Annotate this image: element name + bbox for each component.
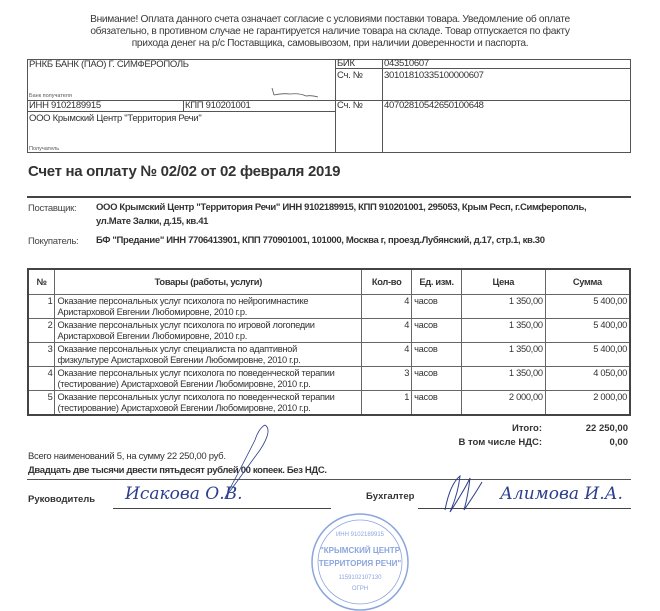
director-signature: Исакова О.В. <box>125 484 243 504</box>
row-number: 2 <box>28 319 55 343</box>
col-sum: Сумма <box>545 269 630 295</box>
table-row <box>28 391 630 416</box>
row-goods <box>55 343 362 367</box>
table-header-row <box>28 269 630 295</box>
kpp-value: КПП 910201001 <box>185 100 251 111</box>
row-qty: 4 <box>362 319 412 343</box>
goods-line: Оказание персональных услуг психолога по игровой логопедии <box>57 320 315 330</box>
col-unit: Ед. изм. <box>412 269 462 295</box>
recipient-label: Получатель <box>29 146 60 152</box>
items-count-line: Всего наименований 5, на сумму 22 250,00 руб. <box>28 451 226 462</box>
account-value: 40702810542650100648 <box>384 100 484 111</box>
inn-value: ИНН 9102189915 <box>29 100 101 111</box>
goods-line: (тестирование) Аристарховой Евгении Любомировне, 2010 г.р. <box>57 378 311 389</box>
goods-line: Оказание персональных услуг специалиста по адаптивной <box>57 344 297 354</box>
invoice-title: Счет на оплату № 02/02 от 02 февраля 2019 <box>28 163 341 180</box>
row-unit: часов <box>412 367 462 391</box>
bik-value: 043510607 <box>384 58 429 69</box>
col-qty: Кол-во <box>362 269 412 295</box>
goods-line: Оказание персональных услуг психолога по поведенческой терапии <box>57 392 335 402</box>
row-unit: часов <box>412 343 462 367</box>
row-number: 5 <box>28 391 55 416</box>
notice-line: Внимание! Оплата данного счета означает согласие с условиями поставки товара. Уведомление об оплате <box>90 14 570 25</box>
row-price: 2 000,00 <box>461 391 545 416</box>
goods-line: (тестирование) Аристарховой Евгении Любомировне, 2010 г.р. <box>57 402 311 413</box>
row-number: 3 <box>28 343 55 367</box>
row-goods <box>55 295 362 319</box>
accountant-label: Бухгалтер <box>366 491 415 502</box>
pen-stroke-icon <box>215 420 275 500</box>
company-stamp <box>310 512 410 611</box>
supplier-label: Поставщик: <box>28 203 77 214</box>
row-sum: 4 050,00 <box>545 367 630 391</box>
row-sum: 5 400,00 <box>545 319 630 343</box>
notice-line: прихода денег на р/с Поставщика, самовывозом, при наличии доверенности и паспорта. <box>131 38 529 49</box>
row-sum: 2 000,00 <box>545 391 630 416</box>
buyer-value: БФ "Предание" ИНН 7706413901, КПП 770901001, 101000, Москва г, проезд.Лубянский, д.17, стр.1, кв.30 <box>96 235 545 246</box>
corr-label: Сч. № <box>337 70 363 81</box>
svg-text:"КРЫМСКИЙ ЦЕНТР: "КРЫМСКИЙ ЦЕНТР <box>319 546 401 555</box>
row-unit: часов <box>412 319 462 343</box>
svg-text:ОГРН: ОГРН <box>351 586 369 592</box>
initials-scribble-icon <box>270 86 320 98</box>
payment-notice <box>0 14 660 50</box>
director-label: Руководитель <box>28 494 96 505</box>
account-label: Сч. № <box>337 100 363 111</box>
col-goods: Товары (работы, услуги) <box>55 269 362 295</box>
col-price: Цена <box>461 269 545 295</box>
accountant-signature: Алимова И.А. <box>500 484 623 504</box>
row-goods <box>55 391 362 416</box>
row-unit: часов <box>412 391 462 416</box>
goods-line: физкультуре Аристарховой Евгении Любомировне, 2010 г.р. <box>57 354 301 365</box>
accountant-scribble-icon <box>430 474 500 514</box>
row-qty: 4 <box>362 295 412 319</box>
table-row <box>28 343 630 367</box>
table-row <box>28 319 630 343</box>
supplier-line: ул.Мате Залки, д.15, кв.41 <box>96 216 209 227</box>
row-sum: 5 400,00 <box>545 295 630 319</box>
table-row <box>28 367 630 391</box>
row-unit: часов <box>412 295 462 319</box>
goods-line: Аристарховой Евгении Любомировне, 2010 г.р. <box>57 306 247 317</box>
row-goods <box>55 367 362 391</box>
buyer-label: Покупатель: <box>28 236 79 247</box>
goods-line: Оказание персональных услуг психолога по нейрогимнастике <box>57 296 309 306</box>
supplier-line: ООО Крымский Центр "Территория Речи" ИНН 9102189915, КПП 910201001, 295053, Крым Респ, г.Симферополь, <box>96 202 587 213</box>
supplier-value <box>96 201 586 229</box>
row-price: 1 350,00 <box>461 295 545 319</box>
svg-text:1159102107130: 1159102107130 <box>338 575 382 581</box>
vat-label: В том числе НДС: <box>458 437 542 448</box>
goods-line: Аристарховой Евгении Любомировне, 2010 г.р. <box>57 330 247 341</box>
bank-name: РНКБ БАНК (ПАО) Г. СИМФЕРОПОЛЬ <box>29 59 189 70</box>
row-number: 1 <box>28 295 55 319</box>
row-qty: 1 <box>362 391 412 416</box>
goods-line: Оказание персональных услуг психолога по поведенческой терапии <box>57 368 335 378</box>
summary-divider <box>27 479 631 480</box>
row-goods <box>55 319 362 343</box>
row-qty: 3 <box>362 367 412 391</box>
title-divider <box>27 196 631 198</box>
row-qty: 4 <box>362 343 412 367</box>
row-sum: 5 400,00 <box>545 343 630 367</box>
svg-text:ИНН 9102189915: ИНН 9102189915 <box>335 532 385 538</box>
total-label: Итого: <box>512 423 542 434</box>
corr-account: 30101810335100000607 <box>384 70 484 81</box>
notice-line: обязательно, в противном случае не гарантируется наличие товара на складе. Товар отпускается по факту <box>90 26 570 37</box>
svg-text:ТЕРРИТОРИЯ РЕЧИ": ТЕРРИТОРИЯ РЕЧИ" <box>318 559 402 568</box>
vat-value: 0,00 <box>609 437 628 448</box>
recipient-name: ООО Крымский Центр "Территория Речи" <box>29 113 202 124</box>
amount-in-words: Двадцать две тысячи двести пятьдесят рублей 00 копеек. Без НДС. <box>28 465 327 476</box>
bank-label: Банк получателя <box>29 93 72 99</box>
row-price: 1 350,00 <box>461 343 545 367</box>
items-table <box>27 268 631 416</box>
row-price: 1 350,00 <box>461 319 545 343</box>
row-price: 1 350,00 <box>461 367 545 391</box>
bik-label: БИК <box>337 58 355 69</box>
total-value: 22 250,00 <box>585 423 628 434</box>
table-row <box>28 295 630 319</box>
row-number: 4 <box>28 367 55 391</box>
director-signature-line <box>113 508 331 509</box>
col-number: № <box>28 269 55 295</box>
